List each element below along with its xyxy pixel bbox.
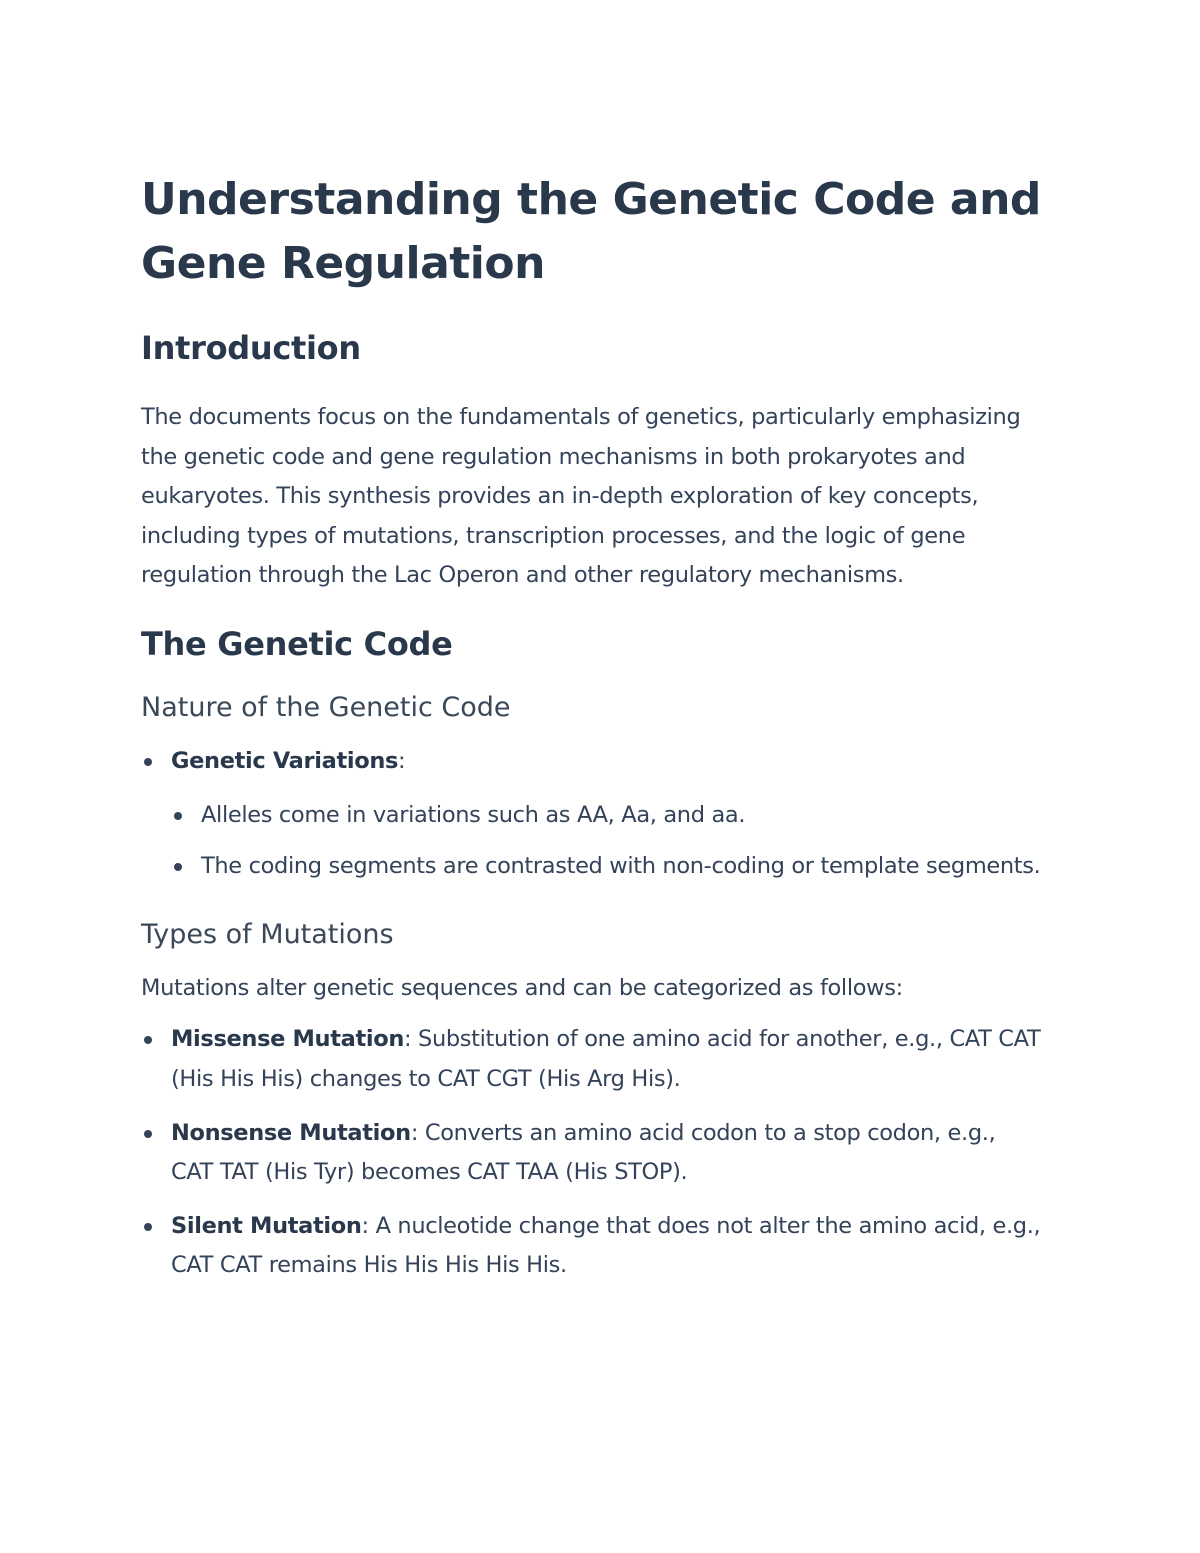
list-item-genetic-variations [141, 742, 1041, 782]
list-item: Alleles come in variations such as AA, Aa, and aa. [171, 796, 1041, 836]
document-title: Understanding the Genetic Code and Gene Regulation [141, 174, 1041, 289]
document-page [141, 168, 1041, 1286]
bold-term: Silent Mutation [171, 1212, 362, 1239]
mutations-list [141, 1020, 1041, 1286]
genetic-code-heading: The Genetic Code [141, 624, 453, 663]
introduction-paragraph: The documents focus on the fundamentals of genetics, particularly emphasizing the genetic code and gene regulation mechanisms in both prokaryotes and eukaryotes. This synthesis provides an in-depth exploration of key concepts, including types of mutations, transcription processes, and the logic of gene regulation through the Lac Operon and other regulatory mechanisms. [141, 404, 1021, 589]
list-item-nonsense [141, 1114, 1041, 1193]
list-item-missense [141, 1020, 1041, 1099]
bold-term: Missense Mutation [171, 1026, 404, 1053]
nature-list [141, 742, 1041, 782]
list-item: The coding segments are contrasted with non-coding or template segments. [171, 847, 1041, 887]
bold-term: Nonsense Mutation [171, 1119, 411, 1146]
nature-heading: Nature of the Genetic Code [141, 691, 511, 723]
term-colon: : [398, 747, 406, 774]
mutations-heading: Types of Mutations [141, 918, 394, 950]
list-item-silent [141, 1207, 1041, 1286]
term-description: : A nucleotide change that does not alter the amino acid, e.g., CAT CAT remains His His His His His. [171, 1212, 1041, 1279]
mutations-lead: Mutations alter genetic sequences and can be categorized as follows: [141, 974, 903, 1001]
variations-sublist-items [171, 796, 1041, 887]
introduction-heading: Introduction [141, 329, 361, 367]
term-description: : Converts an amino acid codon to a stop codon, e.g., CAT TAT (His Tyr) becomes CAT TAA (His STOP). [171, 1119, 996, 1186]
term-description: : Substitution of one amino acid for another, e.g., CAT CAT (His His His) changes to CAT CGT (His Arg His). [171, 1026, 1041, 1092]
bold-term: Genetic Variations [171, 747, 399, 774]
